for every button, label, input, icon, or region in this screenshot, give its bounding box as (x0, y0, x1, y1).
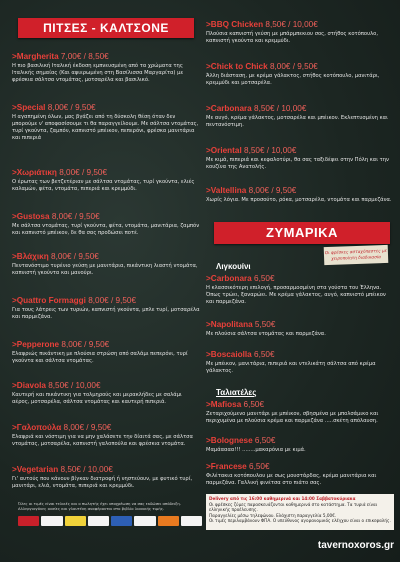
item-description: Πεντανόστιμο τυρένιο γεύση με μανιτάρια, πικάντικη λιαστή ντομάτα, καπνιστή γκούντα και μανούρι. (12, 263, 198, 276)
item-description: Η αγαπημένη όλων, μας βγάζει από τη δύσκολη θέση όταν δεν μπορούμε ν' αποφασίσουμε τι θα παραγγείλουμε. Με σάλτσα ντομάτας, τυρί γκούντα, ζαμπόν, καπνιστό μπέικον, πεπερόνι, φρέσκα μανιτάρια και πιπεριά (12, 114, 199, 141)
item-name: >Bolognese (206, 436, 253, 445)
menu-item (12, 340, 200, 365)
item-name: >Carbonara (206, 104, 252, 113)
item-description: Με μπέικον, μανιτάρια, πιπεριά και ντελικάτη σάλτσα από κρέμα γάλακτος. (206, 361, 376, 374)
menu-item (206, 436, 392, 454)
menu-item (206, 146, 392, 171)
item-price: 8,00€ / 9,50€ (269, 62, 318, 71)
item-description: Ο έρωτας των βετζετέριαν με σάλτσα ντομάτας, τυρί γκούντα, ελιές καλαμών, φέτα, ντομάτα, πιπεριά και κρεμμύδι. (12, 179, 195, 192)
menu-item (12, 52, 200, 84)
item-description: Μαμάαααα!!! ........μακαρόνια με κιμά. (206, 447, 306, 453)
item-name: >Pepperone (12, 340, 60, 349)
menu-item (206, 62, 392, 87)
item-price: 7,00€ / 8,50€ (60, 52, 109, 61)
item-price: 6,50€ (254, 350, 275, 359)
item-description: Η πιο βασιλική Ιταλική έκδοση εμπνευσμένη από τα χρώματα της Ιταλικής σημαίας (Και αφιερωμένη στη Βασίλισσα Μαργαρίτα) με φρέσκια σάλτσα ντομάτας, μοτσαρέλα και βασιλικό. (12, 63, 184, 83)
item-description: Φιλέτακια κοτόπουλου με σως μουστάρδας, κρέμα μανιτάρια και παρμεζάνα. Γαλλική φινέτσα στο πιάτο σας. (206, 473, 377, 486)
partner-logo (134, 516, 155, 526)
item-name: >Diavola (12, 381, 46, 390)
item-description: Με σάλτσα ντομάτας, τυρί γκούντα, φέτα, ντομάτα, μανιτάρια, ζαμπόν και καπνιστό μπέικον, δε θα σας προδώσει ποτέ. (12, 223, 200, 236)
partner-logo (18, 516, 39, 526)
item-name: >Βλάχικη (12, 252, 49, 261)
item-description: Ελαφριώς πικάντικη με πλούσια στρώση από σαλάμι πεπερόνι, τυρί γκούντα και σάλτσα ντομάτας. (12, 351, 188, 364)
item-price: 6,50€ (243, 400, 265, 409)
item-description: Για τους λάτρεις των τυριών, καπνιστή γκούντα, μπλε τυρί, μοτσαρέλα και παρμεζάνα. (12, 307, 200, 320)
item-name: >BBQ Chicken (206, 20, 264, 29)
menu-item (206, 400, 392, 425)
item-price: 8,00€ / 9,50€ (51, 212, 100, 221)
pizza-section-banner: ΠΙΤΣΕΣ - ΚΑΛΤΣΟΝΕ (18, 18, 194, 38)
pasta-section-banner: ΖΥΜΑΡΙΚΑ (214, 222, 390, 244)
item-price: 6,50€ (249, 462, 270, 471)
item-price: 6,50€ (254, 436, 276, 445)
item-name: >Valtellina (206, 186, 247, 195)
item-price: 8,50€ / 10,00€ (48, 381, 101, 390)
menu-item (206, 186, 392, 204)
item-description: Με κιμά, πιπεριά και κεφαλοτύρι, θα σας ταξιδέψει στην Πόλη και την κουζίνα της Ανατολής. (206, 157, 389, 170)
partner-logo (181, 516, 202, 526)
item-price: 8,00€ / 9,50€ (88, 296, 137, 305)
legal-footnote: Όλες οι τιμές είναι τελικές και ο πωλητής έχει υποχρέωση να σας εκδώσει απόδειξη. Αλλεργιογόνες ουσίες και γλουτένη αναφέρονται στο βιβλίο λιανικής τιμής. (18, 501, 182, 511)
partner-logo (158, 516, 179, 526)
item-name: >Vegetarian (12, 465, 59, 474)
delivery-hours: Delivery από τις 16:00 καθημερινά και 14:00 Σαββατοκύριακα (209, 496, 356, 501)
menu-item (12, 296, 200, 321)
item-description: Με πλούσια σάλτσα ντομάτας και παρμεζάνα. (206, 331, 326, 337)
item-description: Χωρίς λόγια. Με προσούτο, ρόκα, μοτσαρέλα, ντομάτα και παρμεζάνα. (206, 197, 392, 203)
item-name: >Mafiosa (206, 400, 242, 409)
menu-item (206, 462, 392, 487)
item-description: Ζεταριχούμενο μανιτάρι με μπέικον, σβησμένα με μπολσάμικο και περιχυμένα με πλούσια κρέμα και παρμεζάνα .....σκέτη απόλαυση. (206, 411, 379, 424)
item-name: >Chick to Chick (206, 62, 268, 71)
menu-item (206, 274, 392, 306)
menu-item (12, 423, 200, 448)
item-description: Καυτερή και πικάντικη για τολμηρούς και μερακλήδες με σαλάμι αέρος, μοτσαρέλα, σάλτσα ντομάτας και καυτερή πιπεριά. (12, 392, 182, 405)
partner-logo (111, 516, 132, 526)
partner-logo (41, 516, 62, 526)
tagliatelle-heading: Ταλιατέλες (216, 388, 257, 397)
item-price: 8,00€ / 9,50€ (61, 340, 110, 349)
item-price: 8,00€ / 9,50€ (51, 252, 99, 261)
menu-item (206, 320, 392, 338)
item-price: 6,50€ (254, 274, 275, 283)
item-price: 8,00€ / 9,50€ (59, 168, 108, 177)
menu-item (12, 212, 200, 237)
item-price: 8,00€ / 9,50€ (63, 423, 112, 432)
item-price: 8,50€ / 10,00€ (60, 465, 113, 474)
item-price: 8,00€ / 9,50€ (248, 186, 297, 195)
item-name: >Napolitana (206, 320, 253, 329)
partner-logos (18, 516, 202, 526)
item-price: 8,00€ / 9,50€ (47, 103, 96, 112)
menu-item (12, 103, 200, 142)
partner-logo (65, 516, 86, 526)
menu-item (12, 252, 200, 277)
item-description: Γι' αυτούς που κάνουν βίγκαν διατροφή ή νηστεύουν, με φυτικό τυρί, μανιτάρι, ελιά, ντομάτα, πιπεριά και κρεμμύδι. (12, 476, 193, 489)
delivery-info-box (206, 494, 394, 530)
item-price: 8,50€ / 10,00€ (244, 146, 297, 155)
item-description: Άλλη διάσταση, με κρέμα γάλακτος, στήθος κοτόπουλο, μανιτάρι, κρεμμύδι και μοτσαρέλα. (206, 73, 380, 86)
item-name: >Boscaiolla (206, 350, 252, 359)
menu-item (12, 381, 200, 406)
menu-item (206, 104, 392, 129)
linguine-heading: Λιγκουίνι (216, 262, 251, 271)
item-name: >Special (12, 103, 46, 112)
item-name: >Carbonara (206, 274, 252, 283)
delivery-note: Οι τιμές περιλαμβάνουν ΦΠΑ. Ο υπεύθυνος αγορανομικός ελέγχου είναι ο επικεφαλής. (209, 518, 391, 524)
item-name: >Francese (206, 462, 247, 471)
item-description: Η κλασσικότερη επιλογή, προσαρμοσμένη στα γούστα του Έλληνα. Όπως τρώει, ξαναρώει. Με κρέμα γάλακτος, αυγό, καπνιστό μπέικον και παρμεζάνα. (206, 285, 386, 305)
delivery-note: Οι φρέσκες ζύμες παρασκευάζονται καθημερινά στο κατάστημα. Τα τυριά είναι ελληνικής προέλευσης. (209, 501, 378, 513)
item-price: 5,50€ (254, 320, 276, 329)
website-watermark: tavernoxoros.gr (317, 540, 394, 551)
item-description: Πλούσια καπνιστή γεύση με μπάρμπεκιου σος, στήθος κοτόπουλο, καπνιστή γκούντα και κρεμμύδι. (206, 31, 378, 44)
item-name: >Oriental (206, 146, 242, 155)
item-price: 8,50€ / 10,00€ (265, 20, 318, 29)
item-description: Με αυγό, κρέμα γάλακτος, μοτσαρέλα και μπέικον. Εκλεπτυσμένη και πεντανόστιμη. (206, 115, 388, 128)
menu-item (12, 465, 200, 490)
menu-item (206, 20, 392, 45)
delivery-note: Παραγγελίες μέσω τηλεφώνου. Ελάχιστη παραγγελία 5,00€. (209, 512, 337, 518)
item-price: 8,50€ / 10,00€ (254, 104, 307, 113)
menu-item (206, 350, 392, 375)
item-name: >Γαλοπούλα (12, 423, 62, 432)
item-description: Ελαφριά και νόστιμη για να μην χαλάσετε την δίαιτά σας, με σάλτσα ντομάτας, μοτσαρέλα, καπνιστή γαλοπούλα και φρέσκια ντομάτα. (12, 434, 193, 447)
fresh-pasta-tag: Οι φρέσκες ασταχόπαστες με χειροποίητη διαδικασία (324, 245, 389, 265)
item-name: >Margherita (12, 52, 59, 61)
item-name: >Gustosa (12, 212, 50, 221)
partner-logo (88, 516, 109, 526)
item-name: >Quattro Formaggi (12, 296, 86, 305)
item-name: >Χωριάτικη (12, 168, 57, 177)
menu-item (12, 168, 200, 193)
